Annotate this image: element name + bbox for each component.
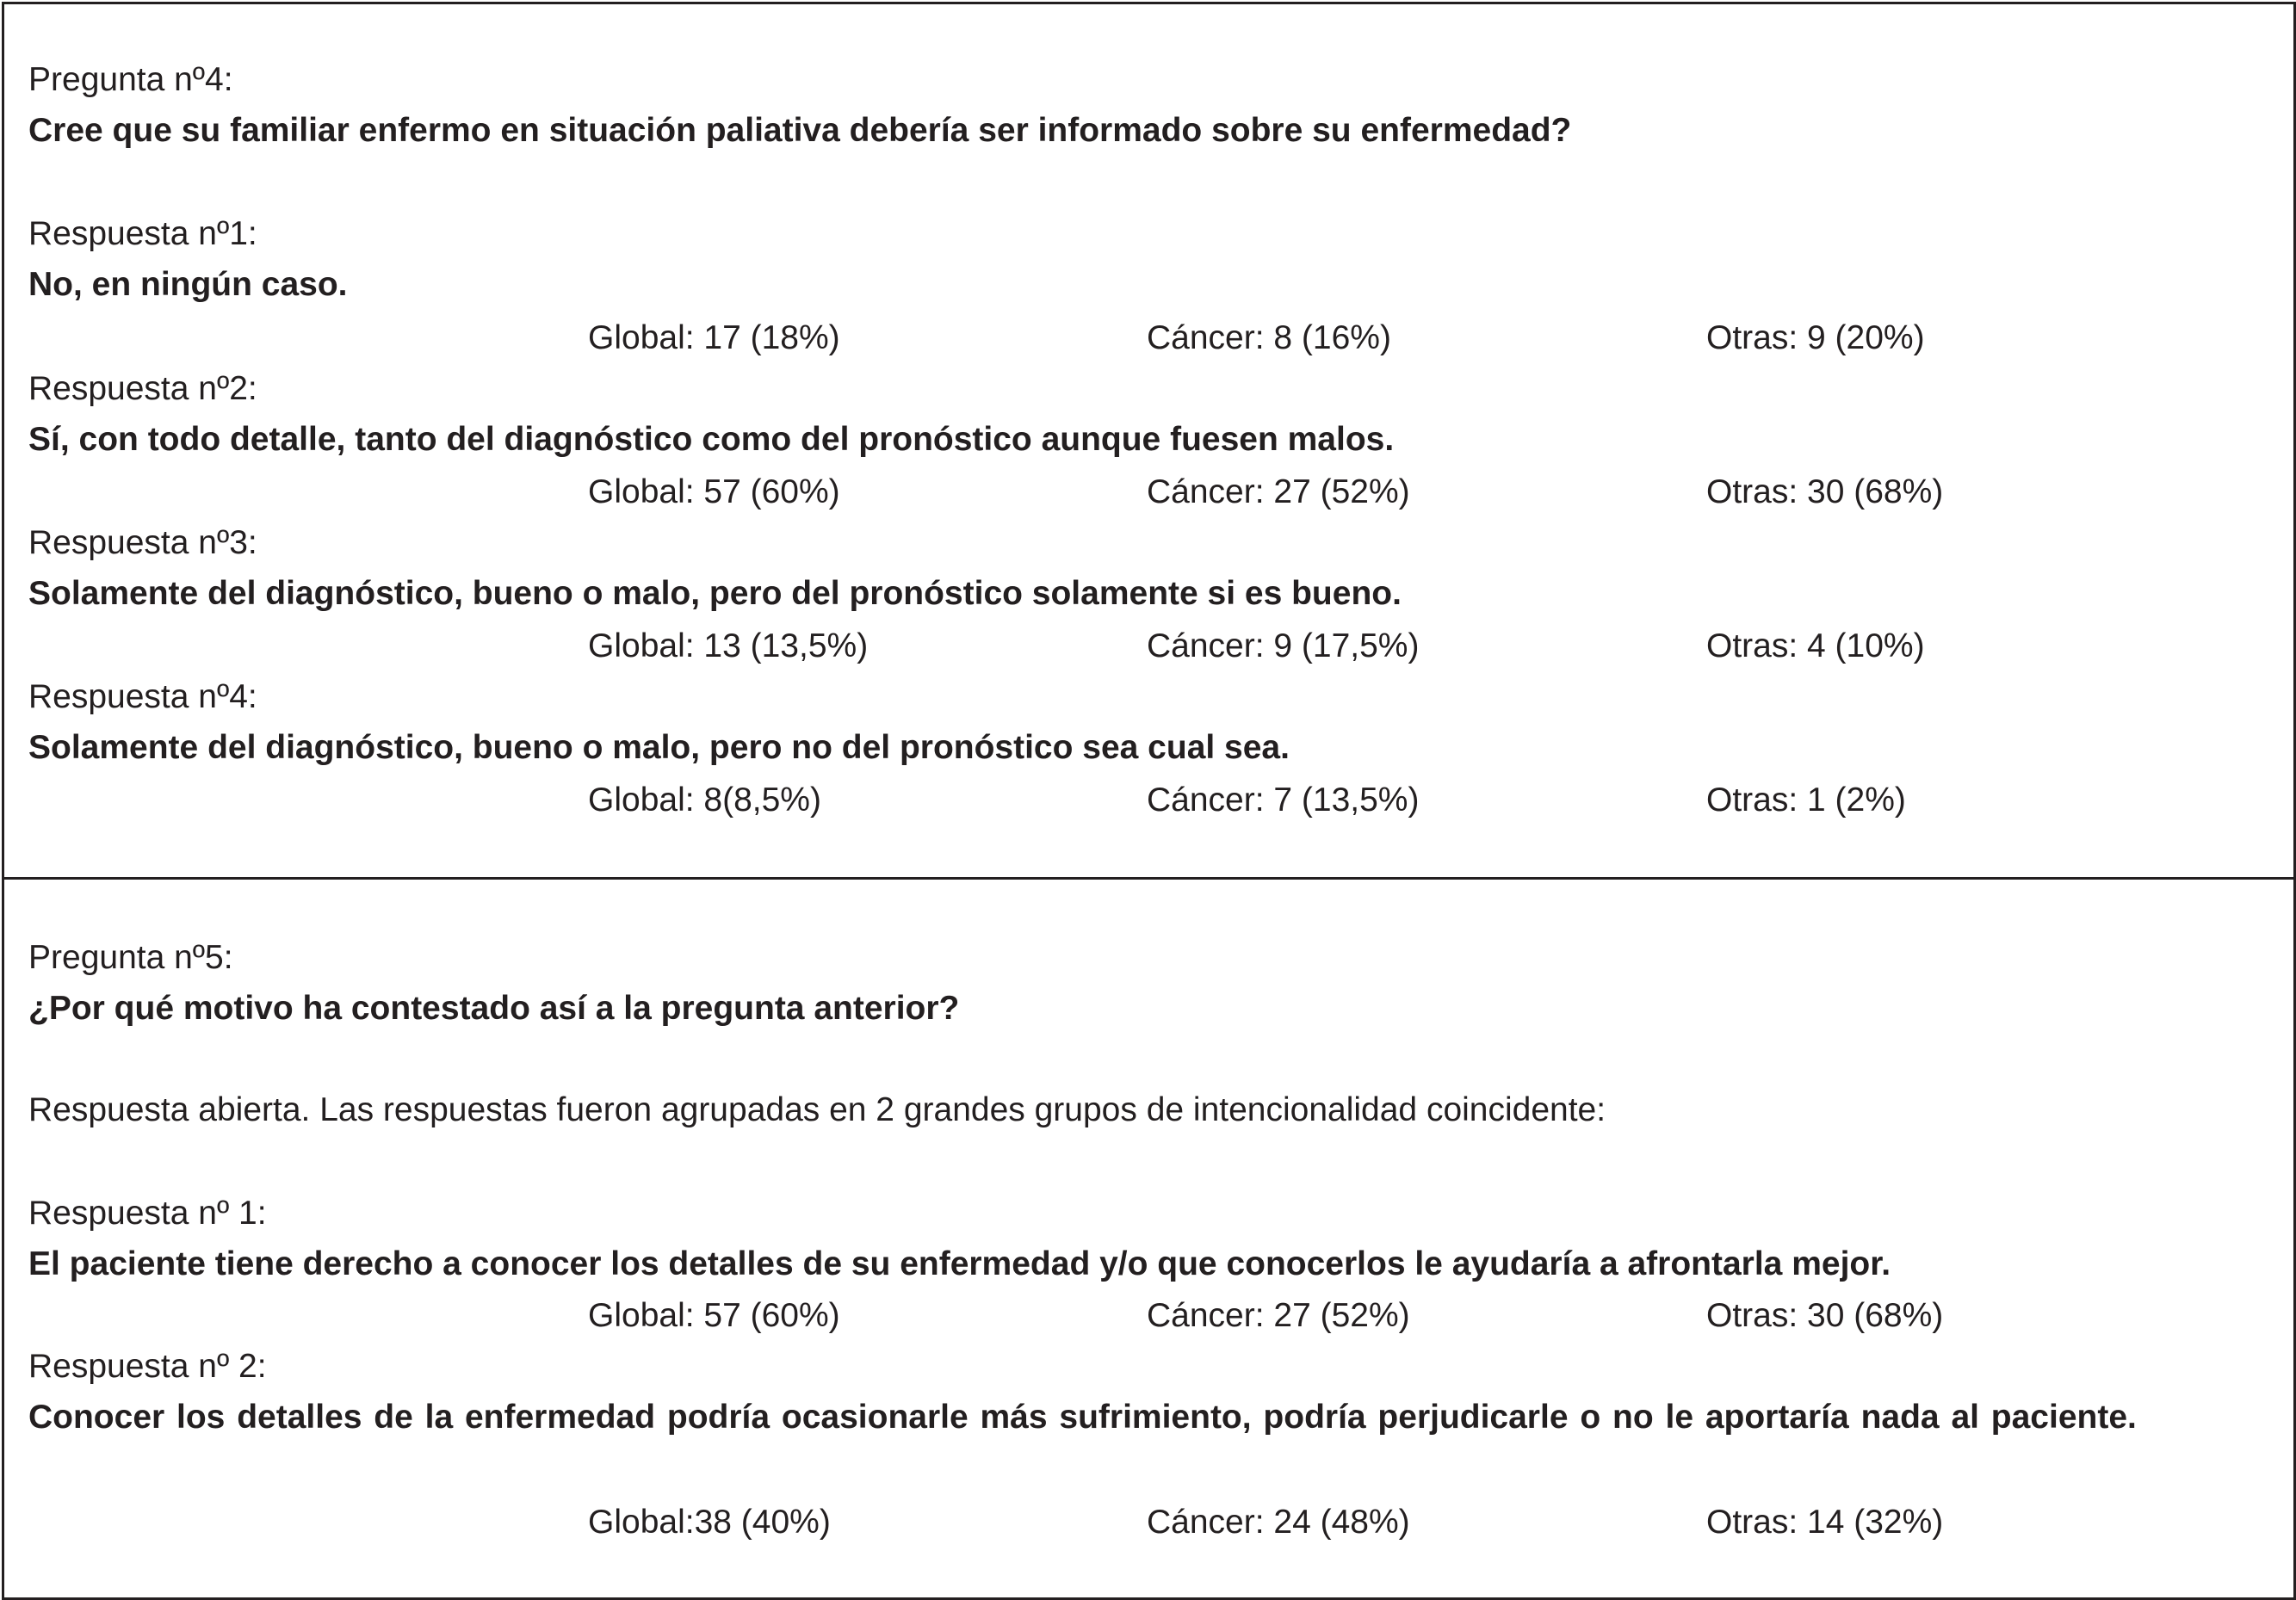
q4-answer-1-global: Global: 17 (18%) [588, 319, 840, 356]
q5-answer-1-otras: Otras: 30 (68%) [1706, 1297, 1944, 1334]
q4-answer-2-label: Respuesta nº2: [28, 370, 257, 407]
q4-answer-4-cancer: Cáncer: 7 (13,5%) [1147, 781, 1420, 819]
q4-answer-1-cancer: Cáncer: 8 (16%) [1147, 319, 1391, 356]
q4-answer-4-label: Respuesta nº4: [28, 678, 257, 715]
question-5-label: Pregunta nº5: [28, 939, 233, 976]
q5-answer-2-text: Conocer los detalles de la enfermedad podría ocasionarle más sufrimiento, podría perjudicarle o no le aportaría nada al paciente. [28, 1399, 2137, 1436]
q4-answer-1-text: No, en ningún caso. [28, 266, 348, 303]
q4-answer-2-text: Sí, con todo detalle, tanto del diagnóstico como del pronóstico aunque fuesen malos. [28, 421, 1395, 458]
section-divider [4, 877, 2293, 880]
question-5-text: ¿Por qué motivo ha contestado así a la pregunta anterior? [28, 990, 960, 1027]
question-4-label: Pregunta nº4: [28, 61, 233, 98]
q5-answer-2-otras: Otras: 14 (32%) [1706, 1504, 1944, 1541]
q5-answer-1-global: Global: 57 (60%) [588, 1297, 840, 1334]
q5-answer-2-label: Respuesta nº 2: [28, 1348, 267, 1385]
question-4-text: Cree que su familiar enfermo en situación paliativa debería ser informado sobre su enfermedad? [28, 112, 1572, 149]
q5-answer-2-cancer: Cáncer: 24 (48%) [1147, 1504, 1410, 1541]
q5-answer-1-label: Respuesta nº 1: [28, 1195, 267, 1232]
q4-answer-2-otras: Otras: 30 (68%) [1706, 473, 1944, 510]
q4-answer-1-otras: Otras: 9 (20%) [1706, 319, 1925, 356]
q4-answer-3-global: Global: 13 (13,5%) [588, 627, 869, 664]
q4-answer-3-otras: Otras: 4 (10%) [1706, 627, 1925, 664]
q4-answer-2-global: Global: 57 (60%) [588, 473, 840, 510]
q4-answer-3-cancer: Cáncer: 9 (17,5%) [1147, 627, 1420, 664]
q4-answer-4-otras: Otras: 1 (2%) [1706, 781, 1906, 819]
q5-answer-1-text: El paciente tiene derecho a conocer los detalles de su enfermedad y/o que conocerlos le ayudaría a afrontarla mejor. [28, 1245, 1891, 1282]
question-5-intro: Respuesta abierta. Las respuestas fueron agrupadas en 2 grandes grupos de intencionalidad coincidente: [28, 1091, 1606, 1128]
q4-answer-2-cancer: Cáncer: 27 (52%) [1147, 473, 1410, 510]
q5-answer-2-global: Global:38 (40%) [588, 1504, 831, 1541]
q4-answer-4-global: Global: 8(8,5%) [588, 781, 821, 819]
q4-answer-3-text: Solamente del diagnóstico, bueno o malo, pero del pronóstico solamente si es bueno. [28, 575, 1402, 612]
q4-answer-4-text: Solamente del diagnóstico, bueno o malo, pero no del pronóstico sea cual sea. [28, 729, 1290, 766]
q5-answer-1-cancer: Cáncer: 27 (52%) [1147, 1297, 1410, 1334]
q4-answer-3-label: Respuesta nº3: [28, 524, 257, 561]
q4-answer-1-label: Respuesta nº1: [28, 215, 257, 252]
